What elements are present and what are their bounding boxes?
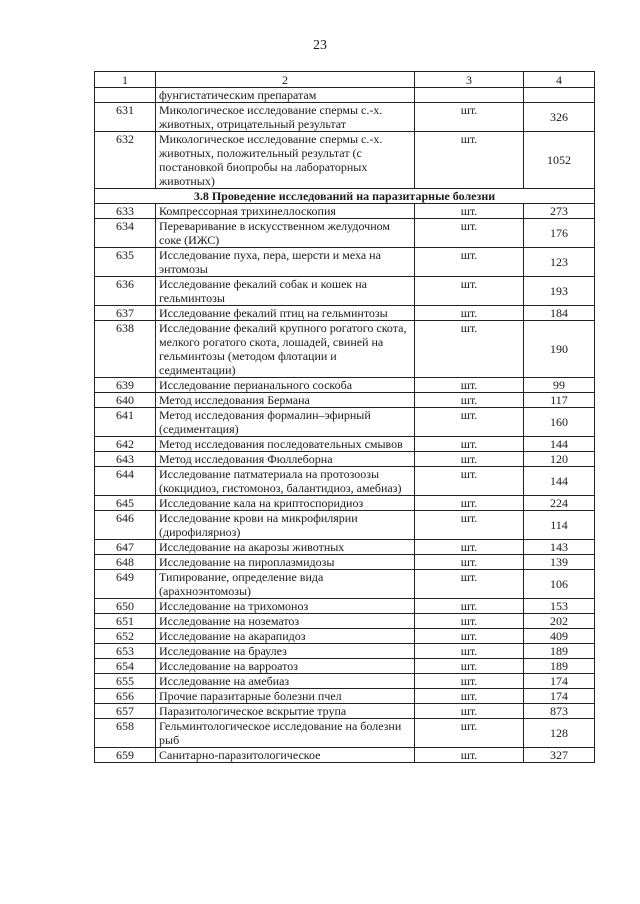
table-row xyxy=(95,219,595,248)
unit: шт. xyxy=(415,467,524,496)
row-number: 642 xyxy=(95,437,156,452)
table-row xyxy=(95,614,595,629)
price: 273 xyxy=(524,204,595,219)
price: 114 xyxy=(524,511,595,540)
price: 409 xyxy=(524,629,595,644)
row-number: 633 xyxy=(95,204,156,219)
service-name: Исследование пуха, пера, шерсти и меха на энтомозы xyxy=(156,248,415,277)
service-name: Метод исследования Бермана xyxy=(156,393,415,408)
row-number: 658 xyxy=(95,719,156,748)
price: 326 xyxy=(524,103,595,132)
service-name: Исследование перианального соскоба xyxy=(156,378,415,393)
column-header-4: 4 xyxy=(524,72,595,88)
service-name: Микологическое исследование спермы с.-х. животных, положительный результат (с постановкой биопробы на лабораторных животных) xyxy=(156,132,415,189)
row-number: 650 xyxy=(95,599,156,614)
table-row xyxy=(95,659,595,674)
table-row xyxy=(95,629,595,644)
price: 143 xyxy=(524,540,595,555)
table-row xyxy=(95,570,595,599)
column-header-2: 2 xyxy=(156,72,415,88)
row-number: 632 xyxy=(95,132,156,189)
table-row xyxy=(95,467,595,496)
service-name: Исследование на пироплазмидозы xyxy=(156,555,415,570)
unit: шт. xyxy=(415,306,524,321)
row-number: 648 xyxy=(95,555,156,570)
service-name: Компрессорная трихинеллоскопия xyxy=(156,204,415,219)
price: 193 xyxy=(524,277,595,306)
unit: шт. xyxy=(415,555,524,570)
table-row xyxy=(95,132,595,189)
unit: шт. xyxy=(415,437,524,452)
table-cell-num xyxy=(95,88,156,103)
table-row xyxy=(95,408,595,437)
unit: шт. xyxy=(415,219,524,248)
page-number: 23 xyxy=(313,38,327,53)
price: 120 xyxy=(524,452,595,467)
unit: шт. xyxy=(415,103,524,132)
table-row xyxy=(95,555,595,570)
price-table xyxy=(94,71,595,763)
table-row xyxy=(95,277,595,306)
price: 1052 xyxy=(524,132,595,189)
price: 160 xyxy=(524,408,595,437)
row-number: 656 xyxy=(95,689,156,704)
price: 189 xyxy=(524,659,595,674)
unit: шт. xyxy=(415,644,524,659)
unit: шт. xyxy=(415,748,524,763)
price: 184 xyxy=(524,306,595,321)
unit: шт. xyxy=(415,629,524,644)
service-name: Исследование на нозематоз xyxy=(156,614,415,629)
price: 327 xyxy=(524,748,595,763)
service-name: Исследование фекалий крупного рогатого скота, мелкого рогатого скота, лошадей, свиней на гельминтозы (методом флотации и седиментации) xyxy=(156,321,415,378)
service-name: Исследование на амебиаз xyxy=(156,674,415,689)
price: 202 xyxy=(524,614,595,629)
unit: шт. xyxy=(415,704,524,719)
service-name: Микологическое исследование спермы с.-х. животных, отрицательный результат xyxy=(156,103,415,132)
price: 123 xyxy=(524,248,595,277)
price: 106 xyxy=(524,570,595,599)
service-name: Исследование на трихомоноз xyxy=(156,599,415,614)
table-header-row xyxy=(95,72,595,88)
table-row xyxy=(95,704,595,719)
price: 174 xyxy=(524,689,595,704)
section-title: 3.8 Проведение исследований на паразитарные болезни xyxy=(95,189,595,204)
column-header-3: 3 xyxy=(415,72,524,88)
row-number: 639 xyxy=(95,378,156,393)
continuation-row xyxy=(95,88,595,103)
unit: шт. xyxy=(415,408,524,437)
price: 190 xyxy=(524,321,595,378)
table-row xyxy=(95,204,595,219)
unit: шт. xyxy=(415,393,524,408)
row-number: 647 xyxy=(95,540,156,555)
unit: шт. xyxy=(415,674,524,689)
row-number: 649 xyxy=(95,570,156,599)
row-number: 655 xyxy=(95,674,156,689)
service-name: Гельминтологическое исследование на болезни рыб xyxy=(156,719,415,748)
row-number: 643 xyxy=(95,452,156,467)
price: 189 xyxy=(524,644,595,659)
unit: шт. xyxy=(415,496,524,511)
service-name: Исследование фекалий собак и кошек на гельминтозы xyxy=(156,277,415,306)
price: 174 xyxy=(524,674,595,689)
service-name: Типирование, определение вида (арахноэнтомозы) xyxy=(156,570,415,599)
unit: шт. xyxy=(415,540,524,555)
row-number: 637 xyxy=(95,306,156,321)
table-row xyxy=(95,748,595,763)
table-row xyxy=(95,511,595,540)
section-heading-row xyxy=(95,189,595,204)
row-number: 652 xyxy=(95,629,156,644)
price: 176 xyxy=(524,219,595,248)
row-number: 634 xyxy=(95,219,156,248)
price: 144 xyxy=(524,437,595,452)
row-number: 651 xyxy=(95,614,156,629)
table-row xyxy=(95,103,595,132)
table-row xyxy=(95,321,595,378)
row-number: 646 xyxy=(95,511,156,540)
row-number: 640 xyxy=(95,393,156,408)
table-row xyxy=(95,248,595,277)
service-name: Прочие паразитарные болезни пчел xyxy=(156,689,415,704)
table-row xyxy=(95,540,595,555)
service-name: Исследование патматериала на протозоозы (кокцидиоз, гистомоноз, балантидиоз, амебиаз) xyxy=(156,467,415,496)
table-row xyxy=(95,674,595,689)
unit: шт. xyxy=(415,248,524,277)
table-row xyxy=(95,496,595,511)
row-number: 644 xyxy=(95,467,156,496)
table-row xyxy=(95,378,595,393)
table-cell-unit xyxy=(415,88,524,103)
service-name: Переваривание в искусственном желудочном соке (ИЖС) xyxy=(156,219,415,248)
service-name: Паразитологическое вскрытие трупа xyxy=(156,704,415,719)
price: 117 xyxy=(524,393,595,408)
unit: шт. xyxy=(415,614,524,629)
unit: шт. xyxy=(415,689,524,704)
service-name: Метод исследования формалин–эфирный (седиментация) xyxy=(156,408,415,437)
unit: шт. xyxy=(415,132,524,189)
row-number: 654 xyxy=(95,659,156,674)
row-number: 638 xyxy=(95,321,156,378)
service-name: Исследование крови на микрофилярии (дирофиляриоз) xyxy=(156,511,415,540)
service-name: Метод исследования последовательных смывов xyxy=(156,437,415,452)
row-number: 636 xyxy=(95,277,156,306)
price: 873 xyxy=(524,704,595,719)
price: 224 xyxy=(524,496,595,511)
table-row xyxy=(95,452,595,467)
service-name: Исследование на варроатоз xyxy=(156,659,415,674)
unit: шт. xyxy=(415,321,524,378)
table-row xyxy=(95,306,595,321)
unit: шт. xyxy=(415,277,524,306)
row-number: 657 xyxy=(95,704,156,719)
service-name: Исследование на акарапидоз xyxy=(156,629,415,644)
row-number: 653 xyxy=(95,644,156,659)
service-name: Исследование на акарозы животных xyxy=(156,540,415,555)
price: 128 xyxy=(524,719,595,748)
continuation-text: фунгистатическим препаратам xyxy=(156,88,415,103)
unit: шт. xyxy=(415,452,524,467)
table-cell-price xyxy=(524,88,595,103)
column-header-1: 1 xyxy=(95,72,156,88)
service-name: Исследование на браулез xyxy=(156,644,415,659)
table-row xyxy=(95,599,595,614)
unit: шт. xyxy=(415,599,524,614)
service-name: Исследование фекалий птиц на гельминтозы xyxy=(156,306,415,321)
unit: шт. xyxy=(415,659,524,674)
price: 99 xyxy=(524,378,595,393)
table-row xyxy=(95,689,595,704)
row-number: 631 xyxy=(95,103,156,132)
row-number: 659 xyxy=(95,748,156,763)
table-row xyxy=(95,437,595,452)
unit: шт. xyxy=(415,378,524,393)
row-number: 645 xyxy=(95,496,156,511)
unit: шт. xyxy=(415,511,524,540)
price: 139 xyxy=(524,555,595,570)
table-row xyxy=(95,393,595,408)
unit: шт. xyxy=(415,204,524,219)
unit: шт. xyxy=(415,719,524,748)
unit: шт. xyxy=(415,570,524,599)
price: 153 xyxy=(524,599,595,614)
row-number: 635 xyxy=(95,248,156,277)
table-row xyxy=(95,644,595,659)
service-name: Санитарно-паразитологическое xyxy=(156,748,415,763)
service-name: Исследование кала на криптоспоридиоз xyxy=(156,496,415,511)
row-number: 641 xyxy=(95,408,156,437)
service-name: Метод исследования Фюллеборна xyxy=(156,452,415,467)
table-row xyxy=(95,719,595,748)
price: 144 xyxy=(524,467,595,496)
